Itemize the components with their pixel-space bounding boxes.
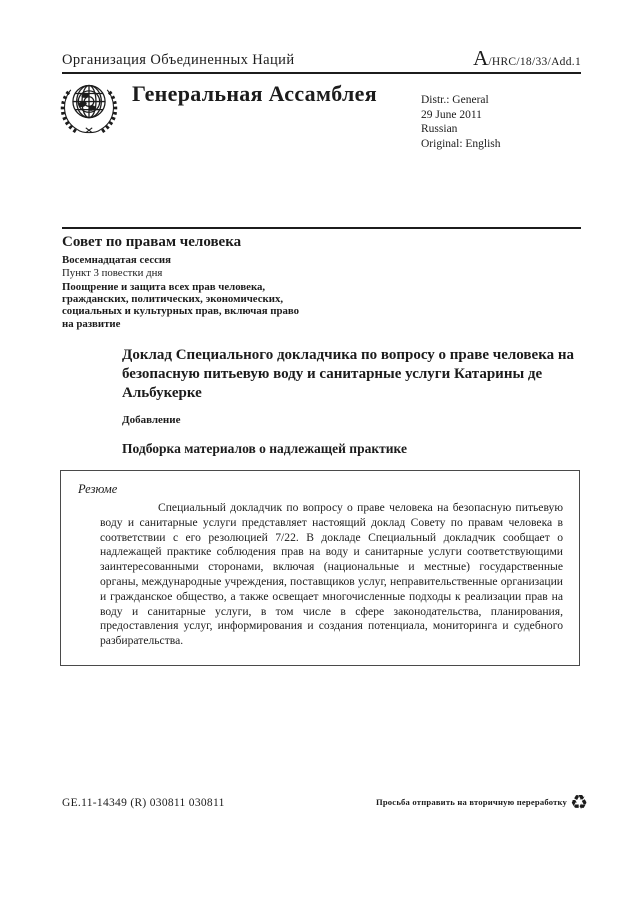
- session-name: Восемнадцатая сессия: [62, 254, 171, 266]
- document-symbol-series: A: [473, 46, 489, 70]
- org-name: Организация Объединенных Наций: [62, 52, 295, 68]
- document-symbol: [473, 46, 581, 71]
- distr-language: Russian: [421, 123, 458, 136]
- distr-original: Original: English: [421, 137, 501, 150]
- document-symbol-number: /HRC/18/33/Add.1: [488, 56, 581, 68]
- report-title: Доклад Специального докладчика по вопросу о праве человека на безопасную питьевую воду и санитарные услуги Катарины де Альбукерке: [122, 347, 574, 401]
- summary-body: Специальный докладчик по вопросу о праве человека на безопасную питьевую воду и санитарные услуги представляет настоящий доклад Совету по правам человека в соответствии с его резолюцией 7/22. В докладе Специальный докладчик сообщает о надлежащей практике соблюдения прав на воду и санитарные услуги соответствующими заинтересованными сторонами, включая (национальные и местные) государственные органы, международные учреждения, поставщиков услуг, неправительственные организации и гражданское общество, а также освещает многочисленные подходы к реализации прав на воду и санитарные услуги, в том числе в сфере законодательства, планирования, предоставления услуг, информирования и создания потенциала, мониторинга и судебного разбирательства.: [100, 501, 563, 648]
- distr-line: Distr.: General: [421, 94, 489, 106]
- council-heading: Совет по правам человека: [62, 234, 242, 250]
- recycle-notice: [376, 792, 588, 812]
- recycle-note-text: Просьба отправить на вторичную переработку: [375, 797, 568, 807]
- report-subtitle: Подборка материалов о надлежащей практике: [122, 441, 407, 456]
- section-rule: [62, 227, 581, 229]
- footer-doc-id: GE.11-14349 (R) 030811 030811: [62, 797, 225, 809]
- agenda-item-ref: Пункт 3 повестки дня: [62, 267, 163, 279]
- header-rule: [62, 72, 581, 74]
- recycle-icon: ♻: [570, 790, 588, 814]
- assembly-title: Генеральная Ассамблея: [132, 81, 377, 106]
- agenda-item-title: Поощрение и защита всех прав человека, гражданских, политических, экономических, социальных и культурных прав, включая право на развитие: [62, 281, 300, 330]
- distr-block: [421, 93, 501, 151]
- un-emblem-icon: [56, 78, 122, 138]
- summary-heading: Резюме: [78, 482, 118, 496]
- addendum-label: Добавление: [122, 414, 181, 426]
- distr-date: 29 June 2011: [421, 108, 482, 121]
